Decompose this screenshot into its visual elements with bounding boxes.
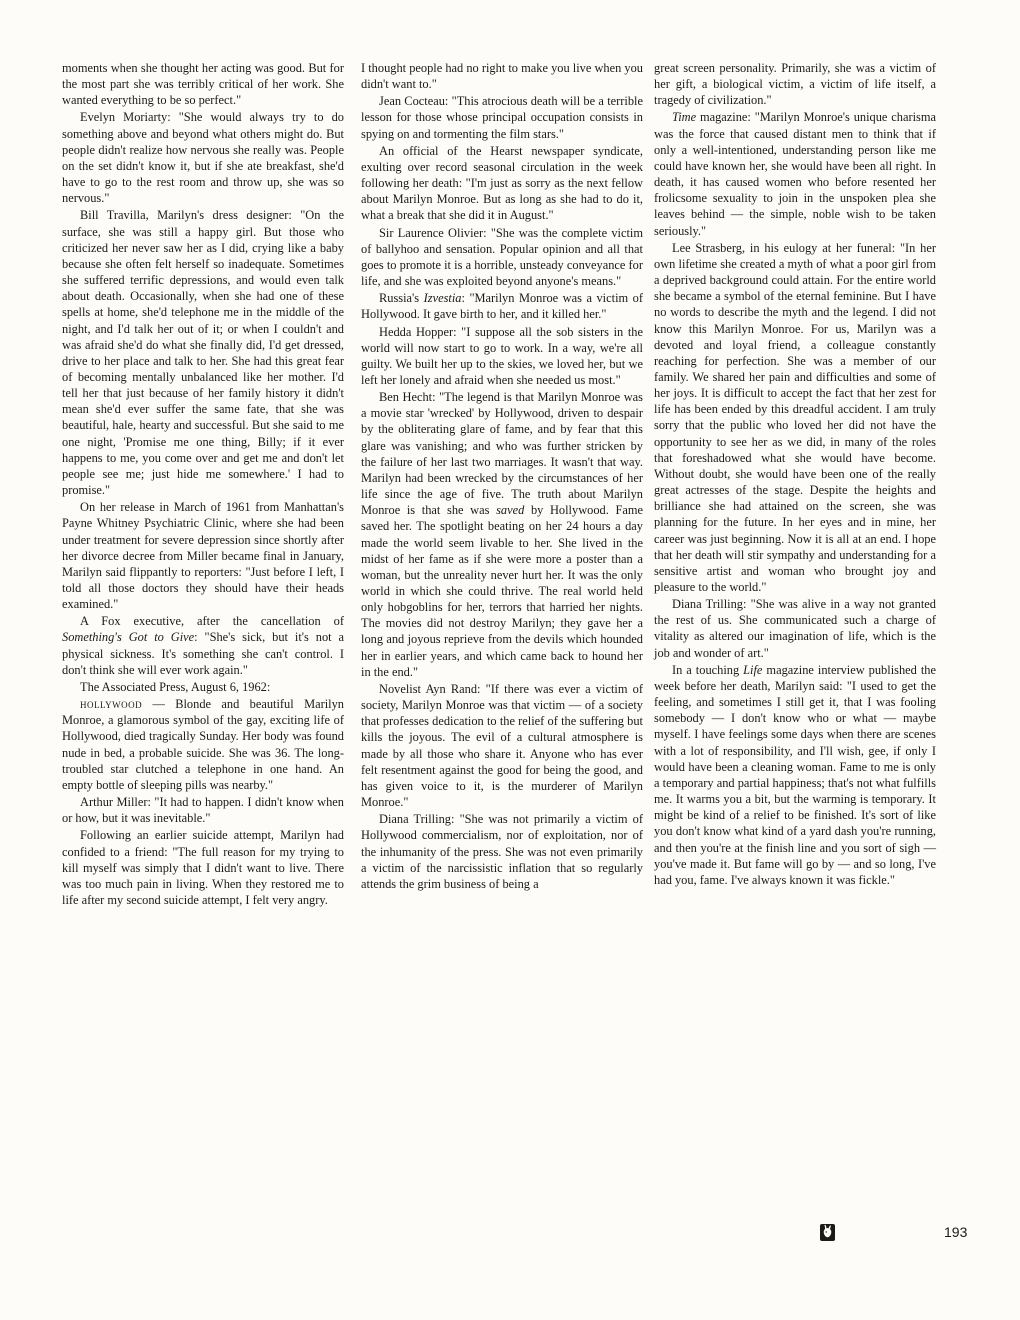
paragraph-text: A Fox executive, after the cancellation of: [80, 614, 344, 629]
paragraph: [654, 109, 936, 238]
paragraph-text: Russia's: [379, 291, 424, 306]
paragraph: great screen personality. Primarily, she was a victim of her gift, a biological victim, a victim of life itself, a tragedy of civilization.": [654, 61, 936, 108]
paragraph: [361, 389, 643, 680]
italic-title: Izvestia: [423, 291, 462, 306]
italic-title: saved: [496, 503, 525, 518]
paragraph: moments when she thought her acting was good. But for the most part she was terribly critical of her work. She wanted everything to be so perfect.": [62, 61, 344, 108]
paragraph: On her release in March of 1961 from Manhattan's Payne Whitney Psychiatric Clinic, where she had been under treatment for severe depression since shortly after her divorce decree from Miller became final in January, Marilyn said flippantly to reporters: "Just before I left, I told all those doctors they should have their heads examined.": [62, 500, 344, 612]
italic-title: Something's Got to Give: [62, 630, 195, 645]
paragraph: I thought people had no right to make you live when you didn't want to.": [361, 61, 643, 92]
paragraph: An official of the Hearst newspaper syndicate, exulting over record seasonal circulation in the week following her death: "I'm just as sorry as the next fellow about Marilyn Monroe. But as long as she had to do it, what a break that she did it in August.": [361, 143, 643, 223]
paragraph: Following an earlier suicide attempt, Marilyn had confided to a friend: "The full reason for my trying to kill myself was simply that I didn't want to live. There was too much pain in living. When they restored me to life after my second suicide attempt, I felt very angry.: [62, 828, 344, 907]
paragraph-text: : "She's sick, but it's not a physical sickness. It's something she can't control. I don't think she will ever work again.": [62, 630, 344, 677]
paragraph: The Associated Press, August 6, 1962:: [80, 679, 271, 694]
paragraph-text: In a touching: [672, 662, 744, 677]
paragraph: [62, 696, 344, 793]
rabbit-head-icon: [820, 1224, 835, 1241]
paragraph: Diana Trilling: "She was alive in a way not granted the rest of us. She communicated such a charge of vitality as altered our imagination of life, which is the job and wonder of art.": [654, 597, 936, 660]
paragraph: Hedda Hopper: "I suppose all the sob sisters in the world will now start to go to work. In a way, we're all guilty. We built her up to the skies, we loved her, but we left her lonely and afraid when she needed us most.": [361, 324, 643, 387]
italic-title: Time: [672, 110, 697, 125]
paragraph: Sir Laurence Olivier: "She was the complete victim of ballyhoo and sensation. Popular opinion and all that goes to promote it is a horrible, unsteady conveyance for life, and she was exploited beyond anyone's means.": [361, 225, 643, 289]
dateline-text: hollywood: [80, 697, 143, 712]
paragraph: [361, 290, 643, 322]
paragraph-text: : "Marilyn Monroe was a victim of Hollywood. It gave birth to her, and it killed her.": [361, 291, 643, 322]
paragraph: Evelyn Moriarty: "She would always try to do something above and beyond what others might do. But people didn't realize how nervous she really was. People on the set didn't know it, but if she ate breakfast, she'd have to go to the rest room and throw up, she was so nervous.": [62, 110, 344, 206]
text-column-1: [62, 60, 344, 908]
paragraph-text: Ben Hecht: "The legend is that Marilyn Monroe was a movie star 'wrecked' by Hollywood, driven to despair by the obliterating glare of fame, and by fear that this glare was vanishing; and who was further stricken by the failure of her last two marriages. It wasn't that way. Marilyn had been wrecked by the circumstances of her life since the age of five. The truth about Marilyn Monroe is that she was: [361, 390, 643, 518]
paragraph-text: — Blonde and beautiful Marilyn Monroe, a glamorous symbol of the gay, exciting life of Hollywood, died tragically Sunday. Her body was found nude in bed, a probable suicide. She was 36. The long-troubled star clutched a telephone in one hand. An empty bottle of sleeping pills was nearby.": [62, 697, 344, 792]
paragraph: Jean Cocteau: "This atrocious death will be a terrible lesson for those whose principal occupation consists in spying on and tormenting the film stars.": [361, 94, 643, 141]
paragraph-text: by Hollywood. Fame saved her. The spotlight beating on her 24 hours a day made the world seem livable to her. She lived in the midst of her fame as if she were more a poster than a woman, but the unreality never hurt her. It was the only world in which she could thrive. The real world held only hobgoblins for her, terrors that harried her nights. The movies did not destroy Marilyn; they gave her a long and joyous reprieve from the devils which hounded her in earlier years, and which came back to hound her in the end.": [361, 503, 643, 679]
paragraph: [654, 662, 936, 888]
text-column-2: [361, 60, 643, 892]
paragraph: Diana Trilling: "She was not primarily a victim of Hollywood commercialism, nor of exploitation, nor of the inhumanity of the press. She was not even primarily a victim of the narcissistic inflation that so regularly attends the grim business of being a: [361, 812, 643, 891]
paragraph-text: magazine interview published the week before her death, Marilyn said: "I used to get the feeling, and sometimes I still get it, that I was fooling somebody — I don't know who or what — maybe myself. I have feelings some days when there are scenes with a lot of responsibility, and I'll wish, gee, if only I would have been a cleaning woman. Fame to me is only a temporary and partial happiness; that's not what fulfills me. It warms you a bit, but the warming is temporary. It might be kind of a relief to be finished. It's sort of like you don't know what kind of a yard dash you're running, and then you're at the finish line and you sort of sigh — you've made it. But fame will go by — and so long, I've had you, fame. I've always known it was fickle.": [654, 662, 936, 887]
paragraph: [62, 613, 344, 678]
page-number: 193: [944, 1224, 968, 1240]
paragraph: Bill Travilla, Marilyn's dress designer: "On the surface, she was still a happy girl. But those who criticized her never saw her as I did, crying like a baby because she often felt herself so inadequate. Sometimes she suffered terrific depressions, and would even talk about death. Occasionally, when she had one of these spells at home, she'd telephone me in the middle of the night, and I'd talk her out of it; or when I couldn't and was afraid she'd do what she finally did, I'd get dressed, drive to her place and talk to her. She had this great fear of becoming mentally unbalanced like her mother. I'd tell her that just because of her family history it didn't mean she'd ever suffer the same fate, that she was beautiful, hale, hearty and successful. But she said to me one night, 'Promise me one thing, Billy; if it ever happens to me, you come over and get me and don't let people see me; just hide me somewhere.' I had to promise.": [62, 208, 344, 498]
paragraph: Lee Strasberg, in his eulogy at her funeral: "In her own lifetime she created a myth of what a poor girl from a deprived background could attain. For the entire world she became a symbol of the eternal feminine. But I have no words to describe the myth and the legend. I did not know this Marilyn Monroe. For us, Marilyn was a devoted and loyal friend, a colleague constantly reaching for perfection. She was a member of our family. We shared her pain and difficulties and some of her joys. It is difficult to accept the fact that her zest for life has been ended by this dreadful accident. I am truly sorry that the public who loved her did not have the opportunity to see her as we did, in many of the roles that foreshadowed what she would have become. Without doubt, she would have been one of the really great actresses of the stage. Despite the heights and brilliance she had attained on the screen, she was planning for the future. In her eyes and in mine, her career was just beginning. Now it is all at an end. I hope that her death will stir sympathy and understanding for a sensitive artist and woman who brought joy and pleasure to the world.": [654, 240, 936, 594]
paragraph-text: magazine: "Marilyn Monroe's unique charisma was the force that caused distant men to think that if only a well-intentioned, understanding person like me could have known her, she would have been all right. In death, it has caused women who before resented her frolicsome sexuality to join in the unspoken plea she leaves behind — the simple, noble wish to be taken seriously.": [654, 110, 936, 238]
italic-title: Life: [743, 662, 763, 677]
paragraph: Arthur Miller: "It had to happen. I didn't know when or how, but it was inevitable.": [62, 795, 344, 826]
paragraph: Novelist Ayn Rand: "If there was ever a victim of society, Marilyn Monroe was that victim — of a society that professes dedication to the relief of the suffering but kills the joyous. The evil of a cultural atmosphere is made by all those who share it. Anyone who has ever felt resentment against the good for being the good, and has given voice to it, is the murderer of Marilyn Monroe.": [361, 681, 643, 810]
text-column-3: [654, 60, 936, 888]
